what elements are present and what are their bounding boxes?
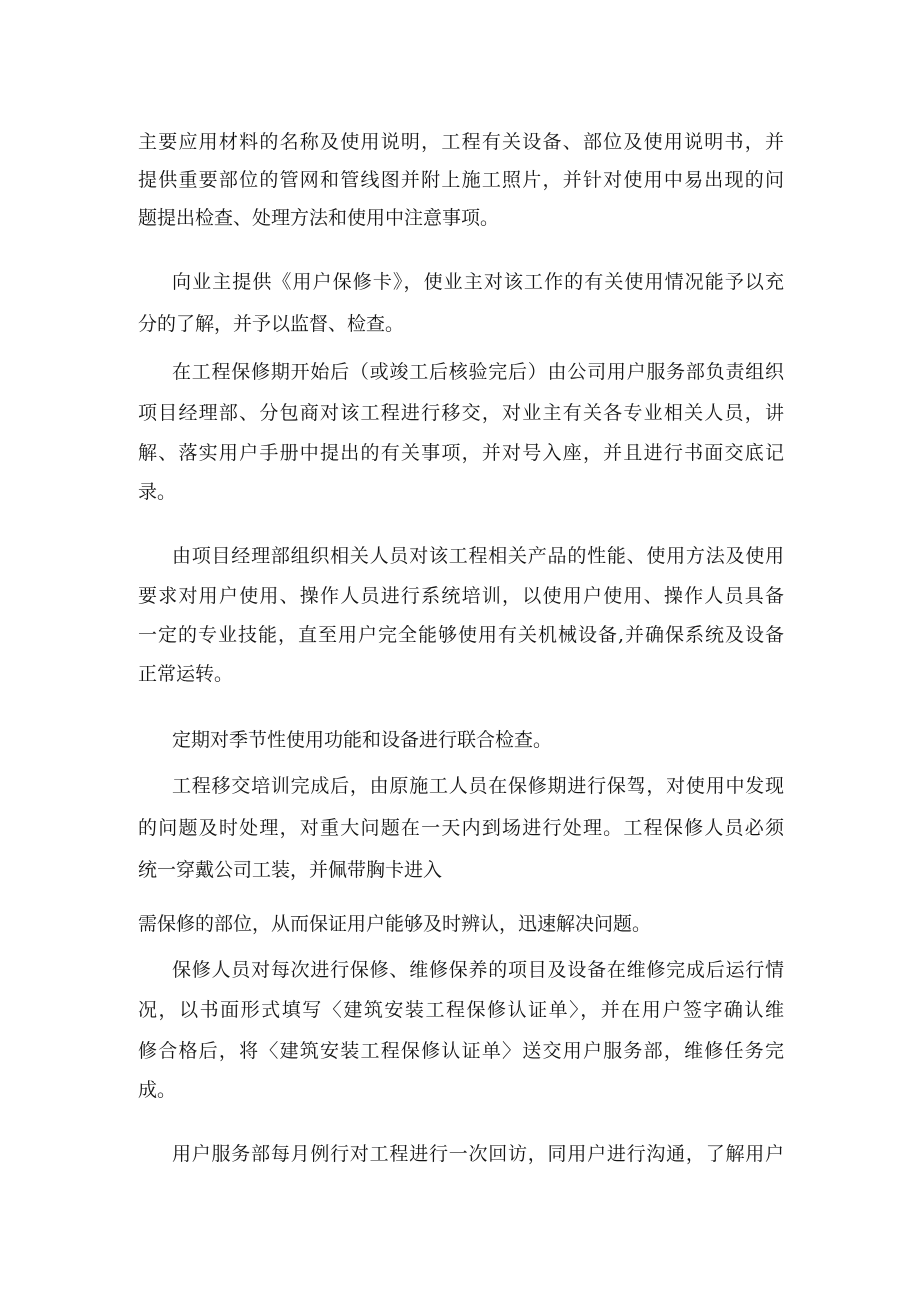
text-line: 修合格后，将〈建筑安装工程保修认证单〉送交用户服务部，维修任务完 [138, 1040, 784, 1062]
text-line: 题提出检查、处理方法和使用中注意事项。 [138, 207, 500, 229]
text-line: 需保修的部位，从而保证用户能够及时辨认，迅速解决问题。 [138, 913, 652, 935]
text-line: 正常运转。 [138, 663, 234, 685]
text-line: 主要应用材料的名称及使用说明，工程有关设备、部位及使用说明书，并 [138, 131, 784, 153]
text-line: 在工程保修期开始后（或竣工后核验完后）由公司用户服务部负责组织 [172, 361, 784, 383]
text-line: 要求对用户使用、操作人员进行系统培训，以使用户使用、操作人员具备 [138, 585, 784, 607]
text-line: 项目经理部、分包商对该工程进行移交，对业主有关各专业相关人员，讲 [138, 402, 784, 424]
text-line: 定期对季节性使用功能和设备进行联合检查。 [172, 729, 553, 751]
text-line: 向业主提供《用户保修卡》，使业主对该工作的有关使用情况能予以充 [172, 271, 784, 293]
text-line: 保修人员对每次进行保修、维修保养的项目及设备在维修完成后运行情 [172, 959, 784, 981]
text-line: 统一穿戴公司工装，并佩带胸卡进入 [138, 859, 443, 881]
text-line: 用户服务部每月例行对工程进行一次回访，同用户进行沟通，了解用户 [172, 1143, 784, 1165]
text-line: 分的了解，并予以监督、检查。 [138, 313, 405, 335]
text-line: 解、落实用户手册中提出的有关事项，并对号入座，并且进行书面交底记 [138, 442, 784, 464]
text-line: 提供重要部位的管网和管线图并附上施工照片，并针对使用中易出现的问 [138, 169, 784, 191]
text-line: 成。 [138, 1079, 177, 1101]
text-line: 由项目经理部组织相关人员对该工程相关产品的性能、使用方法及使用 [172, 545, 784, 567]
text-line: 一定的专业技能，直至用户完全能够使用有关机械设备,并确保系统及设备 [138, 624, 784, 646]
text-line: 录。 [138, 481, 177, 503]
text-line: 况，以书面形式填写〈建筑安装工程保修认证单〉，并在用户签字确认维 [138, 999, 784, 1021]
text-line: 工程移交培训完成后，由原施工人员在保修期进行保驾，对使用中发现 [172, 775, 784, 797]
text-line: 的问题及时处理，对重大问题在一天内到场进行处理。工程保修人员必须 [138, 817, 784, 839]
